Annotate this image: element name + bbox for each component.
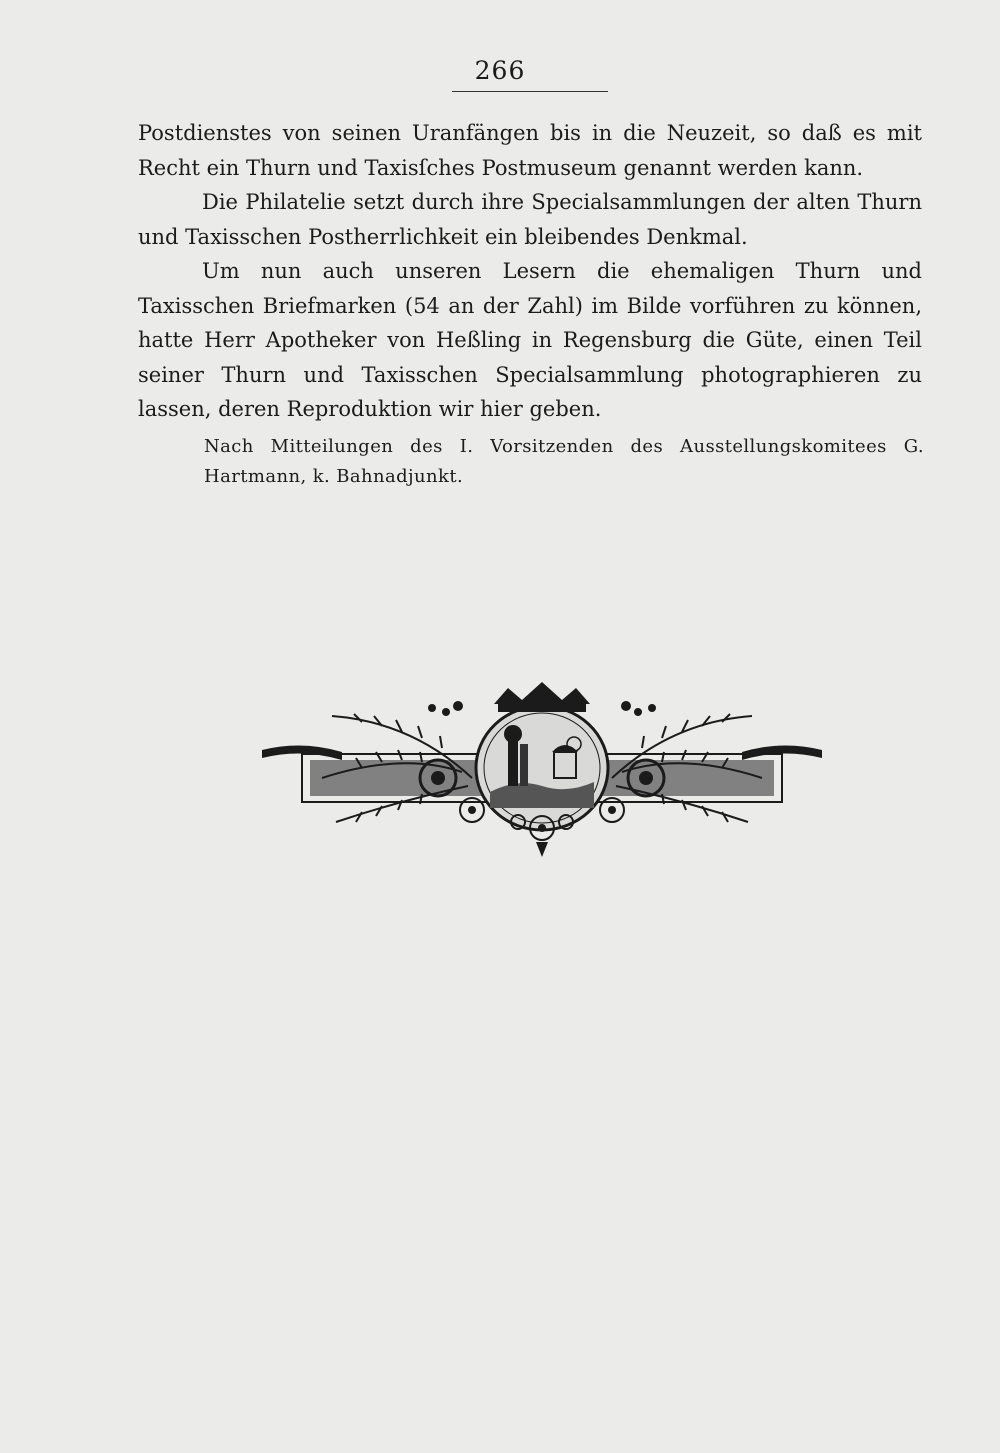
body-text bbox=[138, 116, 922, 427]
floral-vignette-icon bbox=[262, 682, 822, 857]
page-number: 266 bbox=[474, 56, 526, 85]
footnote: Nach Mitteilungen des I. Vorsitzenden des Ausstellungskomitees G. Hartmann, k. Bahnadjunkt. bbox=[204, 436, 924, 487]
page-number-rule bbox=[452, 91, 608, 92]
paragraph-2: Die Philatelie setzt durch ihre Specialsammlungen der alten Thurn und Taxisschen Postherrlichkeit ein bleibendes Denkmal. bbox=[138, 190, 922, 249]
paragraph-1: Postdienstes von seinen Uranfängen bis in die Neuzeit, so daß es mit Recht ein Thurn und Taxisſches Postmuseum genannt werden kann. bbox=[138, 121, 922, 180]
paragraph-3: Um nun auch unseren Lesern die ehemaligen Thurn und Taxisschen Briefmarken (54 an der Zahl) im Bilde vorführen zu können, hatte Herr Apotheker von Heßling in Regensburg die Güte, einen Teil seiner Thurn und Taxisschen Specialsammlung photographieren zu lassen, deren Reproduktion wir hier geben. bbox=[138, 259, 922, 421]
